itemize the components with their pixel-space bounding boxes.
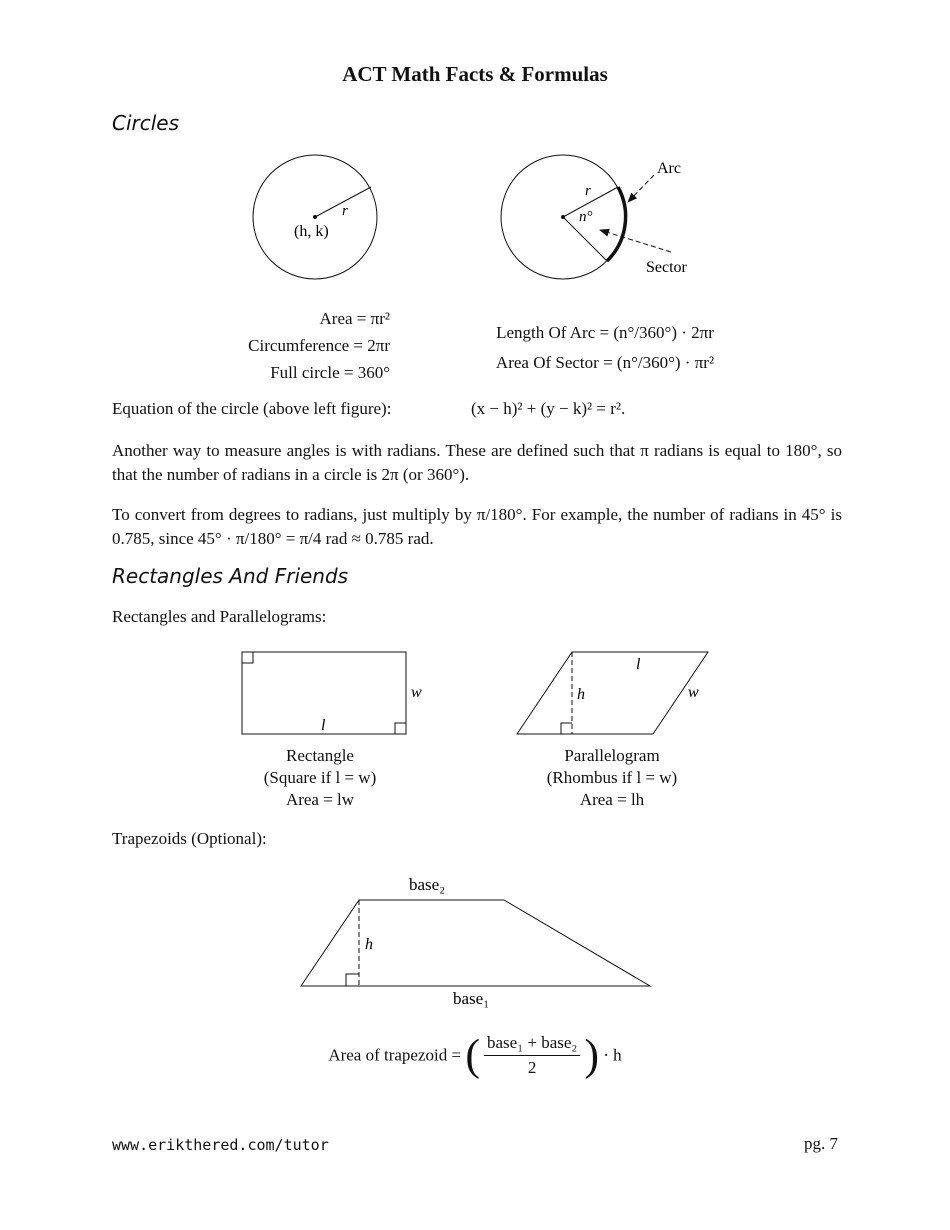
- circle-formulas-right: [440, 318, 770, 378]
- parallelogram-figure: [510, 645, 730, 745]
- trap-numerator: base₁ + base₂: [484, 1033, 580, 1056]
- arc-label: Arc: [657, 160, 681, 177]
- parallelogram-outline: [517, 652, 708, 734]
- circumference-formula: Circumference = 2πr: [248, 336, 390, 355]
- square-note: (Square if l = w): [263, 768, 377, 787]
- angle-label: n°: [579, 209, 593, 225]
- circle-figure-left: [240, 145, 390, 295]
- arc-length-formula: Length Of Arc = (n°/360°) · 2πr: [496, 323, 714, 342]
- arc-arrow: [628, 175, 654, 202]
- full-circle-formula: Full circle = 360°: [270, 363, 390, 382]
- parallelogram-area: Area = lh: [579, 790, 645, 809]
- radians-paragraph: Another way to measure angles is with radians. These are defined such that π radians is equal to 180°, so that the number of radians in a circle is 2π (or 360°).: [112, 441, 842, 484]
- base1-label: base₁: [453, 989, 490, 1008]
- trap-denominator: 2: [527, 1058, 537, 1077]
- right-angle-mark: [561, 723, 572, 734]
- trap-formula-left: Area of trapezoid =: [328, 1045, 462, 1065]
- rhombus-note: (Rhombus if l = w): [546, 768, 678, 787]
- para-l-label: l: [636, 656, 641, 673]
- circle-equation-label: Equation of the circle (above left figure):: [112, 399, 392, 418]
- arc-highlight: [607, 187, 626, 261]
- para-h-label: h: [577, 686, 585, 703]
- right-angle-mark-bottom-right: [395, 723, 406, 734]
- rect-l-label: l: [321, 717, 326, 734]
- conversion-paragraph: To convert from degrees to radians, just multiply by π/180°. For example, the number of radians in 45° is 0.785, since 45° · π/180° = π/4 rad ≈ 0.785 rad.: [112, 505, 842, 548]
- rectangle-area: Area = lw: [285, 790, 355, 809]
- sector-label: Sector: [646, 259, 687, 276]
- right-angle-mark: [346, 974, 359, 986]
- left-paren: (: [465, 1030, 480, 1080]
- circle-equation-formula: (x − h)² + (y − k)² = r².: [471, 399, 626, 418]
- right-angle-mark-top-left: [242, 652, 253, 663]
- trapezoid-outline: [301, 900, 650, 986]
- section-heading-circles: Circles: [112, 111, 180, 135]
- trapezoid-area-formula: [0, 1030, 950, 1080]
- sector-area-formula: Area Of Sector = (n°/360°) · πr²: [495, 353, 715, 372]
- rectangle-figure: [235, 645, 435, 745]
- trapezoid-figure: [295, 870, 660, 1010]
- section-heading-rectangles: Rectangles And Friends: [112, 564, 349, 588]
- para-w-label: w: [688, 684, 699, 701]
- sector-arrow: [600, 230, 671, 252]
- rect-w-label: w: [411, 684, 422, 701]
- page-number: pg. 7: [804, 1134, 838, 1153]
- radius-label: r: [342, 203, 348, 219]
- rectangle-name: Rectangle: [286, 746, 354, 765]
- base2-label: base₂: [409, 875, 446, 894]
- rectangle-caption: [220, 745, 420, 811]
- trap-h-label: h: [365, 936, 373, 953]
- trap-intro: Trapezoids (Optional):: [112, 829, 267, 848]
- page-title: ACT Math Facts & Formulas: [342, 62, 608, 86]
- center-label: (h, k): [294, 223, 329, 240]
- parallelogram-caption: [512, 745, 712, 811]
- rect-intro: Rectangles and Parallelograms:: [112, 607, 327, 626]
- area-formula: Area = πr²: [319, 309, 390, 328]
- footer-url: www.erikthered.com/tutor: [112, 1136, 329, 1154]
- circle-formulas-left: [150, 305, 390, 386]
- parallelogram-name: Parallelogram: [564, 746, 660, 765]
- trap-formula-right: · h: [603, 1045, 622, 1065]
- radius-label: r: [585, 183, 591, 199]
- circle-figure-right: [490, 150, 720, 290]
- right-paren: ): [584, 1030, 600, 1080]
- trap-fraction: [484, 1033, 580, 1078]
